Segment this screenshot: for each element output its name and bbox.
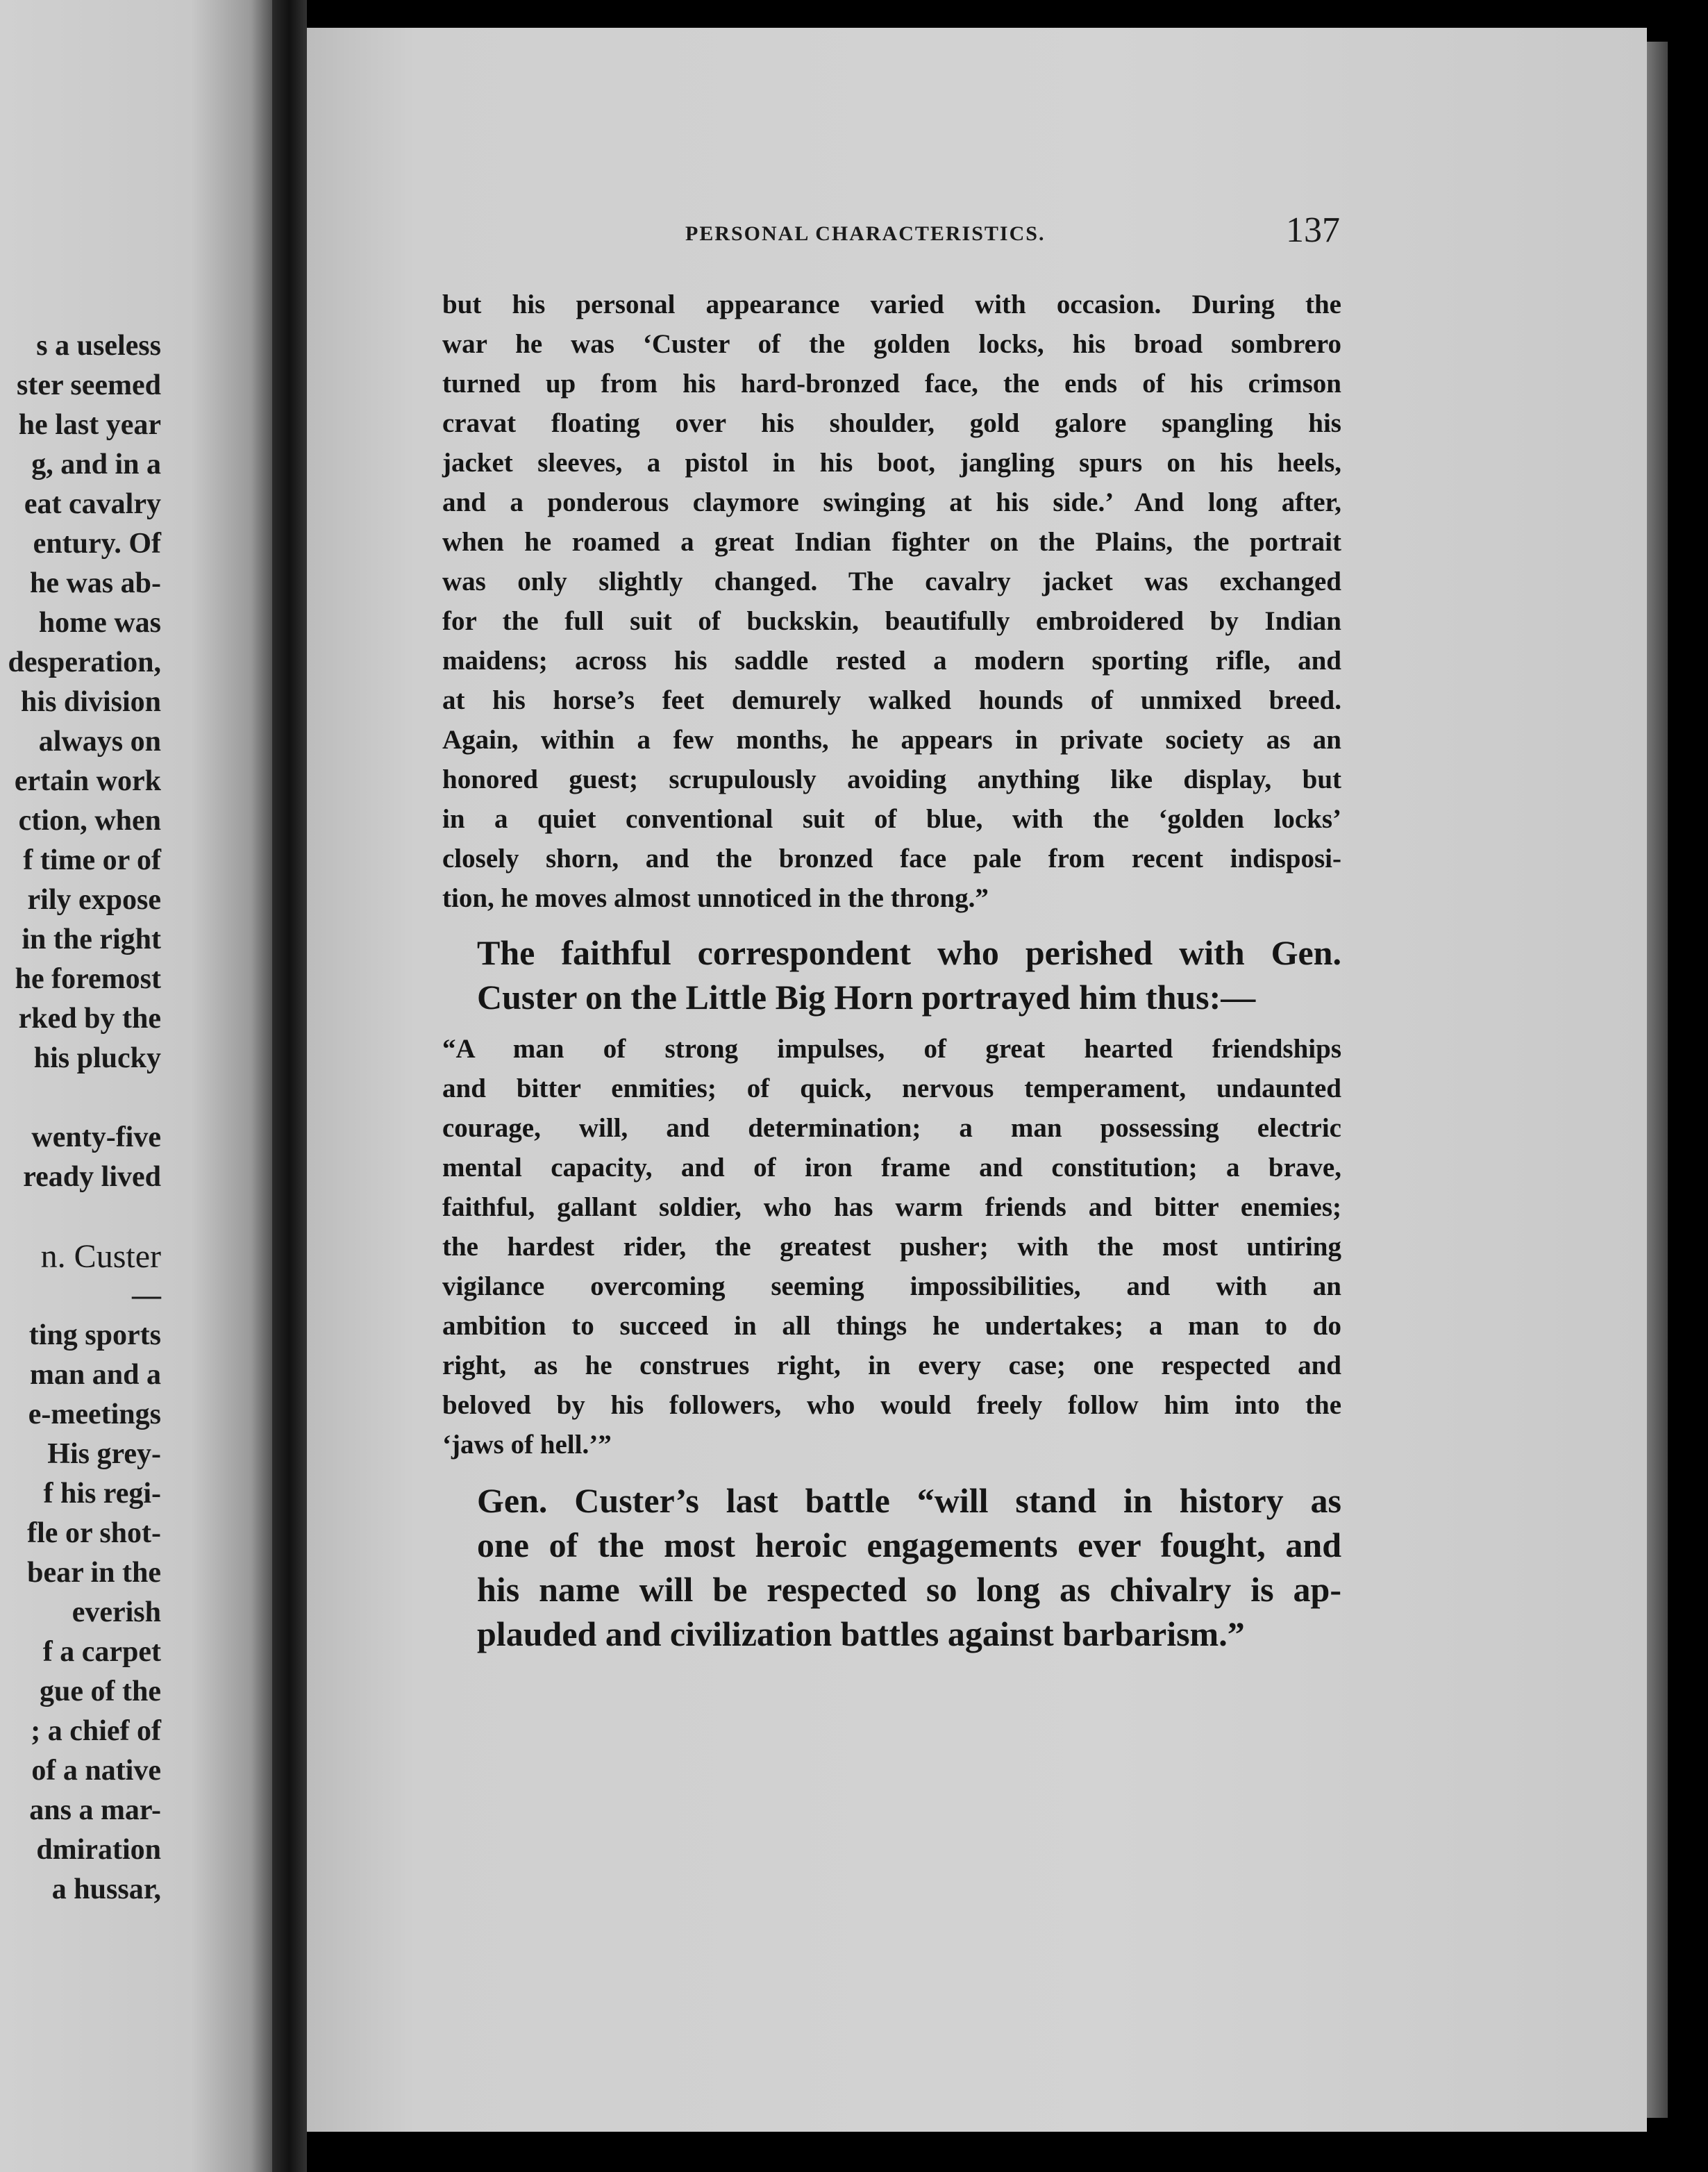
left-text-line: everish xyxy=(72,1596,161,1628)
text-line: plauded and civilization battles against barbarism.” xyxy=(477,1614,1245,1653)
text-line: faithful, gallant soldier, who has warm friends and bitter enemies; xyxy=(442,1192,1341,1222)
left-text-line: fle or shot- xyxy=(27,1517,161,1549)
text-line: beloved by his followers, who would freely follow him into the xyxy=(442,1390,1341,1420)
text-line: vigilance overcoming seeming impossibilities, and with an xyxy=(442,1271,1341,1301)
left-text-line: bear in the xyxy=(27,1557,161,1589)
text-line: courage, will, and determination; a man possessing electric xyxy=(442,1113,1341,1143)
text-line: when he roamed a great Indian fighter on the Plains, the portrait xyxy=(442,527,1341,557)
text-line: “A man of strong impulses, of great hearted friendships xyxy=(442,1034,1341,1064)
left-text-line: in the right xyxy=(22,924,161,955)
left-text-line: always on xyxy=(38,726,161,758)
left-text-line: ; a chief of xyxy=(31,1715,161,1747)
left-text-line: he last year xyxy=(18,409,161,441)
left-text-line: ans a mar- xyxy=(29,1794,161,1826)
left-facing-page xyxy=(0,0,272,2172)
left-text-line: his plucky xyxy=(33,1042,161,1074)
left-text-line: rked by the xyxy=(18,1003,161,1035)
left-text-line xyxy=(0,1197,161,1237)
left-text-line: f his regi- xyxy=(43,1478,161,1510)
running-head: PERSONAL CHARACTERISTICS. xyxy=(685,222,1046,245)
text-line: honored guest; scrupulously avoiding anything like display, but xyxy=(442,765,1341,794)
left-text-line: His grey- xyxy=(47,1438,161,1470)
page-edge xyxy=(1647,42,1668,2118)
text-line: but his personal appearance varied with occasion. During the xyxy=(442,290,1341,319)
left-text-line: he was ab- xyxy=(29,567,161,599)
text-line: Gen. Custer’s last battle “will stand in history as xyxy=(477,1481,1341,1520)
text-line: Custer on the Little Big Horn portrayed him thus:— xyxy=(477,978,1256,1017)
left-text-line: entury. Of xyxy=(33,528,161,560)
left-text-line: ready lived xyxy=(23,1161,161,1193)
text-line: the hardest rider, the greatest pusher; with the most untiring xyxy=(442,1232,1341,1262)
left-text-line: rily expose xyxy=(27,884,161,916)
left-text-line: his division xyxy=(21,686,161,718)
text-line: ‘jaws of hell.’” xyxy=(442,1430,612,1460)
text-line: closely shorn, and the bronzed face pale from recent indisposi- xyxy=(442,844,1341,874)
left-text-line: f a carpet xyxy=(42,1636,161,1668)
left-text-line: ertain work xyxy=(14,765,161,797)
left-text-line: wenty-five xyxy=(31,1121,161,1153)
text-line: cravat floating over his shoulder, gold galore spangling his xyxy=(442,408,1341,438)
left-text-line: g, and in a xyxy=(31,449,161,481)
left-text-line: — xyxy=(132,1280,161,1312)
text-line: Again, within a few months, he appears in private society as an xyxy=(442,725,1341,755)
text-line: maidens; across his saddle rested a modern sporting rifle, and xyxy=(442,646,1341,676)
left-text-line: ster seemed xyxy=(17,369,161,401)
text-line: in a quiet conventional suit of blue, with the ‘golden locks’ xyxy=(442,804,1341,834)
paragraph-last-battle xyxy=(442,1478,1341,1656)
left-text-line: ting sports xyxy=(28,1319,161,1351)
text-line: The faithful correspondent who perished with Gen. xyxy=(477,933,1341,972)
text-line: for the full suit of buckskin, beautifully embroidered by Indian xyxy=(442,606,1341,636)
left-text-line: desperation, xyxy=(8,646,161,678)
left-text-line: gue of the xyxy=(40,1676,161,1707)
left-text-line: ction, when xyxy=(18,805,161,837)
text-line: and a ponderous claymore swinging at his side.’ And long after, xyxy=(442,487,1341,517)
text-line: ambition to succeed in all things he undertakes; a man to do xyxy=(442,1311,1341,1341)
paragraph-correspondent xyxy=(442,930,1341,1019)
text-line: mental capacity, and of iron frame and constitution; a brave, xyxy=(442,1153,1341,1183)
left-text-line: a hussar, xyxy=(51,1873,161,1905)
left-text-line: n. Custer xyxy=(40,1238,161,1275)
text-line: war he was ‘Custer of the golden locks, his broad sombrero xyxy=(442,329,1341,359)
text-line: turned up from his hard-bronzed face, the ends of his crimson xyxy=(442,369,1341,399)
left-text-line: eat cavalry xyxy=(24,488,161,520)
page-body xyxy=(442,285,1341,1666)
left-text-line: e-meetings xyxy=(28,1398,161,1430)
text-line: and bitter enmities; of quick, nervous temperament, undaunted xyxy=(442,1074,1341,1103)
paragraph-impulses-quote xyxy=(442,1029,1341,1464)
text-line: at his horse’s feet demurely walked hounds of unmixed breed. xyxy=(442,685,1341,715)
text-line: his name will be respected so long as chivalry is ap- xyxy=(477,1570,1341,1609)
text-line: tion, he moves almost unnoticed in the throng.” xyxy=(442,883,989,913)
left-text-line: home was xyxy=(38,607,161,639)
text-line: was only slightly changed. The cavalry jacket was exchanged xyxy=(442,567,1341,596)
left-text-line: f time or of xyxy=(23,844,161,876)
left-text-line: of a native xyxy=(31,1755,161,1787)
text-line: jacket sleeves, a pistol in his boot, jangling spurs on his heels, xyxy=(442,448,1341,478)
book-gutter xyxy=(272,0,307,2172)
left-text-line: s a useless xyxy=(36,330,161,362)
text-line: right, as he construes right, in every case; one respected and xyxy=(442,1351,1341,1380)
left-page-text xyxy=(0,326,161,1910)
left-text-line xyxy=(0,1078,161,1118)
left-text-line: dmiration xyxy=(36,1834,161,1866)
left-text-line: man and a xyxy=(29,1359,161,1391)
left-text-line: he foremost xyxy=(15,963,161,995)
page-number: 137 xyxy=(1286,210,1340,250)
right-page xyxy=(307,28,1647,2132)
paragraph-appearance-quote xyxy=(442,285,1341,918)
text-line: one of the most heroic engagements ever fought, and xyxy=(477,1526,1341,1564)
